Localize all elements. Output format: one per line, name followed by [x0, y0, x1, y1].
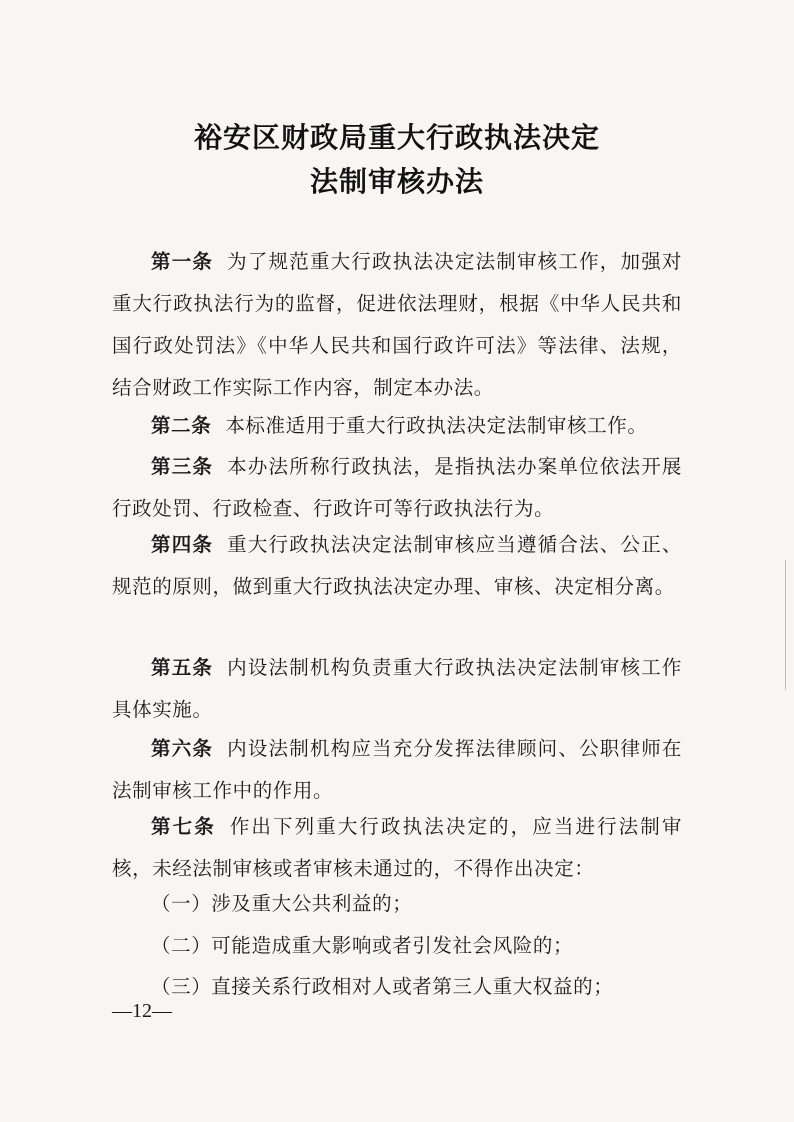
article-label: 第五条 — [151, 656, 214, 679]
article-7 — [112, 806, 682, 890]
article-label: 第四条 — [151, 533, 214, 556]
article-text: 本办法所称行政执法，是指执法办案单位依法开展行政处罚、行政检查、行政许可等行政执法行为。 — [112, 455, 682, 520]
article-text: 作出下列重大行政执法决定的，应当进行法制审核，未经法制审核或者审核未通过的，不得作出决定： — [112, 815, 682, 880]
article-label: 第三条 — [151, 455, 214, 478]
list-item: （三）直接关系行政相对人或者第三人重大权益的； — [151, 975, 614, 998]
article-6 — [112, 728, 682, 812]
article-label: 第二条 — [151, 414, 212, 437]
article-4 — [112, 524, 682, 608]
article-text: 内设法制机构应当充分发挥法律顾问、公职律师在法制审核工作中的作用。 — [112, 737, 682, 802]
article-text: 重大行政执法决定法制审核应当遵循合法、公正、规范的原则，做到重大行政执法决定办理、审核、决定相分离。 — [112, 533, 682, 598]
document-title-line-2: 法制审核办法 — [309, 165, 484, 198]
article-label: 第一条 — [151, 250, 214, 273]
scan-edge-mark — [785, 560, 786, 690]
article-label: 第七条 — [151, 815, 216, 838]
list-item: （二）可能造成重大影响或者引发社会风险的； — [151, 934, 574, 957]
article-5 — [112, 647, 682, 731]
document-title-line-1: 裕安区财政局重大行政执法决定 — [193, 121, 600, 154]
article-2 — [112, 405, 682, 447]
article-text: 本标准适用于重大行政执法决定法制审核工作。 — [225, 414, 648, 437]
list-item: （一）涉及重大公共利益的； — [151, 892, 413, 915]
article-1 — [112, 241, 682, 409]
article-text: 为了规范重大行政执法决定法制审核工作，加强对重大行政执法行为的监督，促进依法理财，根据《中华人民共和国行政处罚法》《中华人民共和国行政许可法》等法律、法规，结合财政工作实际工作内容，制定本办法。 — [112, 250, 682, 399]
article-3 — [112, 446, 682, 530]
article-text: 内设法制机构负责重大行政执法决定法制审核工作具体实施。 — [112, 656, 682, 721]
page-number: —12— — [112, 1000, 172, 1022]
article-label: 第六条 — [151, 737, 214, 760]
